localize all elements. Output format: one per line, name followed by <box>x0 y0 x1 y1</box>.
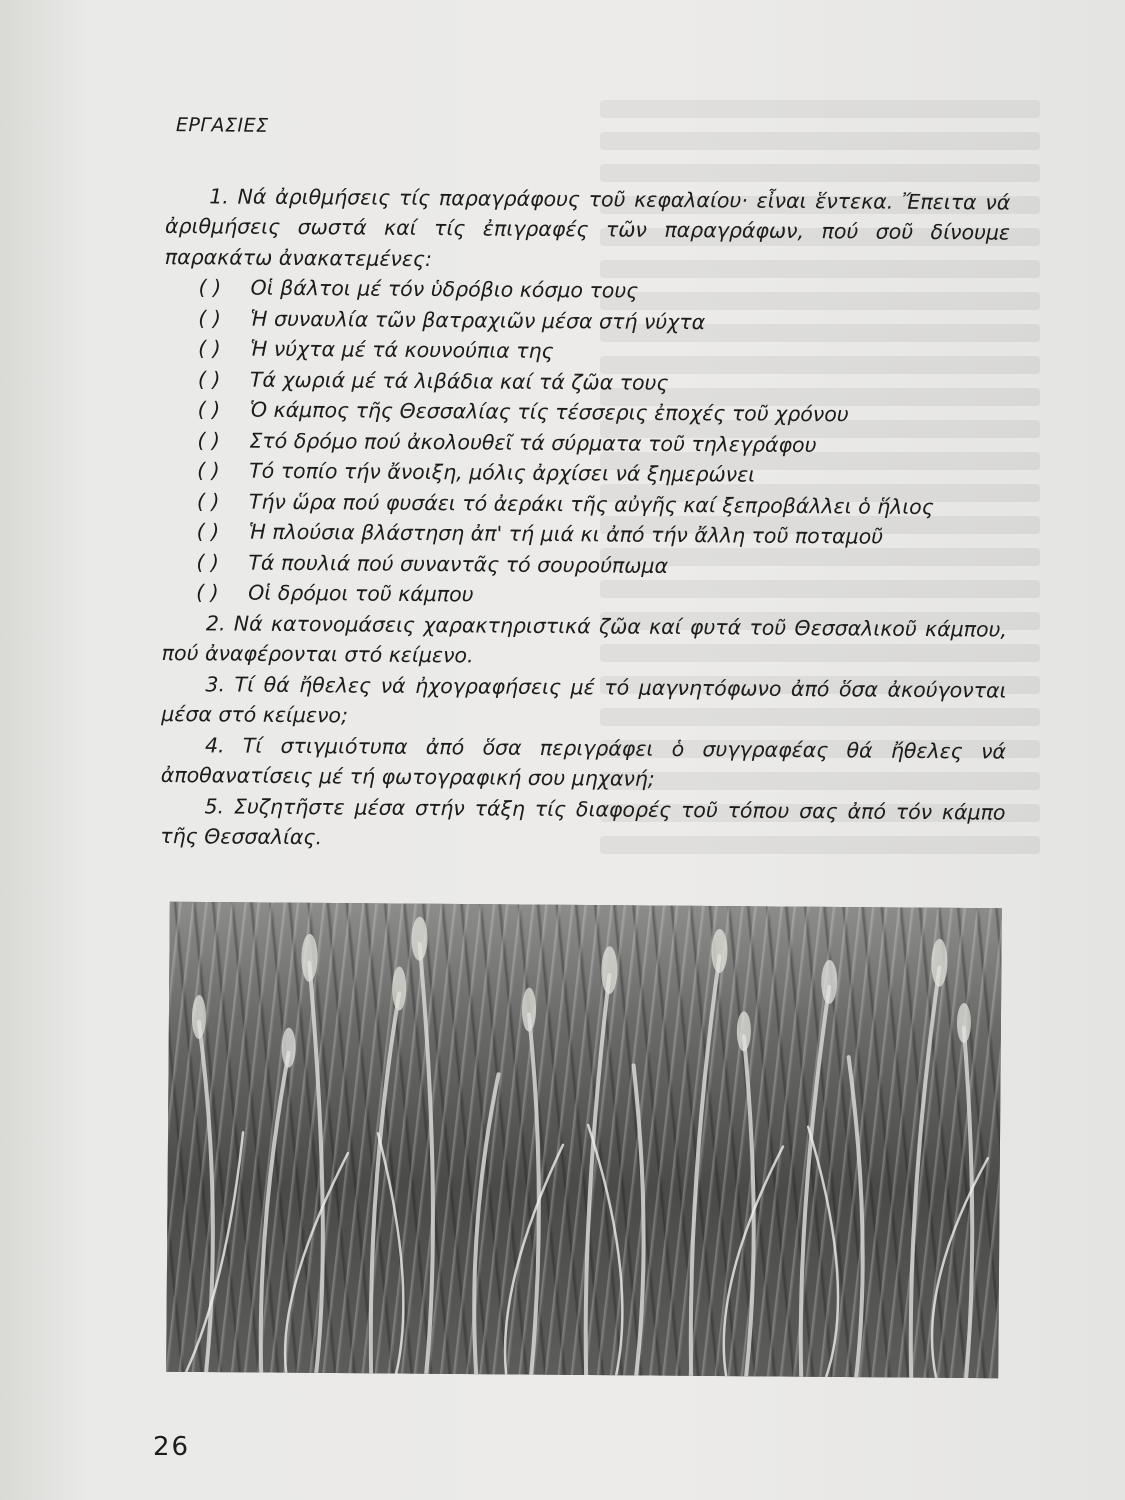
blank-parentheses[interactable]: ( ) <box>197 397 221 422</box>
blank-parentheses[interactable]: ( ) <box>196 580 219 605</box>
task-5: 5. Συζητῆστε μέσα στήν τάξη τίς διαφορές τοῦ τόπου σας ἀπό τόν κάμπο τῆς Θεσσαλίας. <box>160 793 1006 850</box>
list-item: ( ) Οἱ βάλτοι μέ τόν ὑδρόβιο κόσμο τους <box>198 272 1009 309</box>
task-3: 3. Τί θά ἤθελες νά ἠχογραφήσεις μέ τό μαγνητόφωνο ἀπό ὅσα ἀκούγονται μέσα στό κείμενο; <box>161 671 1007 728</box>
blank-parentheses[interactable]: ( ) <box>197 427 221 452</box>
exercises-heading: ΕΡΓΑΣΙΕΣ <box>175 114 269 137</box>
blank-parentheses[interactable]: ( ) <box>198 305 221 330</box>
blank-parentheses[interactable]: ( ) <box>198 336 221 361</box>
blank-parentheses[interactable]: ( ) <box>196 488 220 513</box>
list-item: ( ) Τά χωριά μέ τά λιβάδια καί τά ζῶα τους <box>198 364 1009 401</box>
page-number: 26 <box>153 1432 191 1462</box>
task-1-list <box>162 272 1010 614</box>
wheat-field-photo <box>166 902 1002 1379</box>
list-item: ( ) Στό δρόμο πού ἀκολουθεῖ τά σύρματα τοῦ τηλεγράφου <box>197 425 1008 462</box>
list-item: ( ) Ἡ νύχτα μέ τά κουνούπια της <box>198 333 1009 370</box>
blank-parentheses[interactable]: ( ) <box>196 519 220 544</box>
grass-stalks-illustration <box>166 902 1002 1379</box>
list-item: ( ) Τό τοπίο τήν ἄνοιξη, μόλις ἀρχίσει νά ξημερώνει <box>197 455 1008 492</box>
list-item: ( ) Ὁ κάμπος τῆς Θεσσαλίας τίς τέσσερις ἐποχές τοῦ χρόνου <box>198 394 1009 431</box>
task-4: 4. Τί στιγμιότυπα ἀπό ὅσα περιγράφει ὁ συγγραφέας θά ἤθελες νά ἀποθανατίσεις μέ τή φωτογραφική σου μηχανή; <box>160 732 1007 791</box>
blank-parentheses[interactable]: ( ) <box>198 275 222 300</box>
list-item: ( ) Ἡ συναυλία τῶν βατραχιῶν μέσα στή νύχτα <box>198 303 1009 340</box>
blank-parentheses[interactable]: ( ) <box>197 458 220 483</box>
exercises-section <box>160 110 1011 858</box>
blank-parentheses[interactable]: ( ) <box>196 549 220 574</box>
task-2: 2. Νά κατονομάσεις χαρακτηριστικά ζῶα καί φυτά τοῦ Θεσσαλικοῦ κάμπου, πού ἀναφέρονται στό κείμενο. <box>161 610 1008 668</box>
list-item: ( ) Ἡ πλούσια βλάστηση ἀπ' τή μιά κι ἀπό τήν ἄλλη τοῦ ποταμοῦ <box>197 516 1008 553</box>
list-item: ( ) Τά πουλιά πού συναντᾶς τό σουρούπωμα <box>196 547 1007 584</box>
list-item: ( ) Οἱ δρόμοι τοῦ κάμπου <box>196 577 1007 614</box>
list-item: ( ) Τήν ὥρα πού φυσάει τό ἀεράκι τῆς αὐγῆς καί ξεπροβάλλει ὁ ἥλιος <box>197 486 1008 523</box>
task-1-intro: 1. Νά ἀριθμήσεις τίς παραγράφους τοῦ κεφαλαίου· εἶναι ἕντεκα. Ἔπειτα νά ἀριθμήσεις σωστά καί τίς ἐπιγραφές τῶν παραγράφων, πού σοῦ δίνουμε παρακάτω ἀνακατεμένες: <box>164 183 1011 271</box>
blank-parentheses[interactable]: ( ) <box>197 366 221 391</box>
